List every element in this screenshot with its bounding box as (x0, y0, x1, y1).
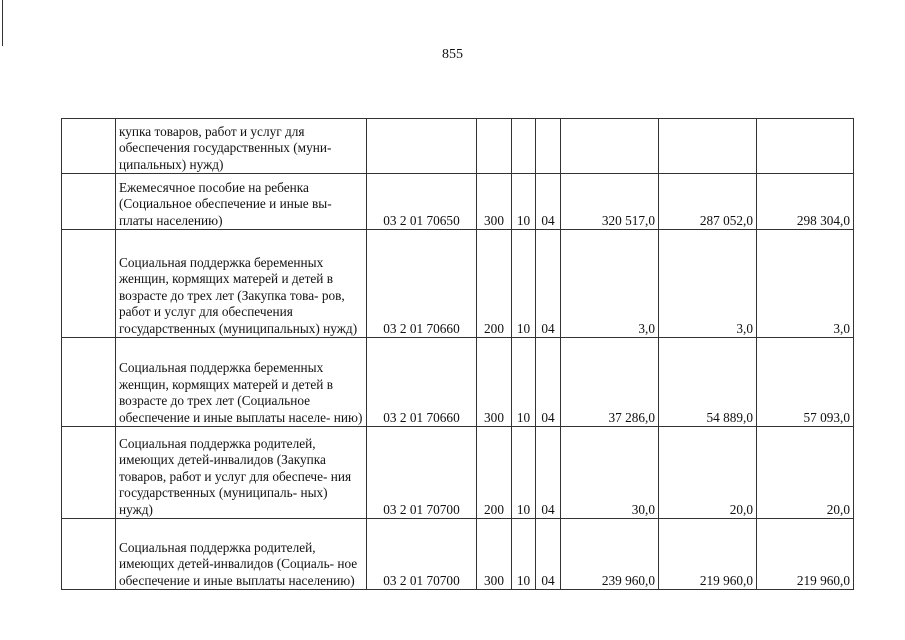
target-code-cell: 03 2 01 70700 (367, 519, 477, 590)
table-row (62, 338, 854, 427)
expense-type-cell: 200 (477, 427, 512, 519)
amount-year3-cell (757, 119, 854, 174)
amount-year2-cell: 3,0 (659, 230, 757, 338)
amount-year3-cell: 219 960,0 (757, 519, 854, 590)
target-code-cell: 03 2 01 70650 (367, 174, 477, 230)
section-cell: 10 (512, 338, 536, 427)
page-number: 855 (442, 47, 463, 62)
amount-year1-cell (561, 119, 659, 174)
description-cell: Социальная поддержка беременных женщин, кормящих матерей и детей в возрасте до трех лет (Закупка това- ров, работ и услуг для обеспечения государственных (муниципальных) нужд) (116, 230, 367, 338)
budget-table (61, 118, 854, 590)
section-cell (512, 119, 536, 174)
target-code-cell: 03 2 01 70660 (367, 230, 477, 338)
section-cell: 10 (512, 174, 536, 230)
description-cell: купка товаров, работ и услуг для обеспечения государственных (муни- ципальных) нужд) (116, 119, 367, 174)
target-code-cell: 03 2 01 70700 (367, 427, 477, 519)
description-cell: Социальная поддержка родителей, имеющих детей-инвалидов (Социаль- ное обеспечение и иные выплаты населению) (116, 519, 367, 590)
section-cell: 10 (512, 230, 536, 338)
amount-year3-cell: 298 304,0 (757, 174, 854, 230)
expense-type-cell: 200 (477, 230, 512, 338)
amount-year1-cell: 239 960,0 (561, 519, 659, 590)
table-row (62, 230, 854, 338)
amount-year1-cell: 37 286,0 (561, 338, 659, 427)
table-row (62, 519, 854, 590)
table-row (62, 119, 854, 174)
amount-year2-cell (659, 119, 757, 174)
row-index-cell (62, 519, 116, 590)
subsection-cell: 04 (536, 174, 561, 230)
description-cell: Социальная поддержка беременных женщин, кормящих матерей и детей в возрасте до трех лет (Социальное обеспечение и иные выплаты населе- нию) (116, 338, 367, 427)
subsection-cell: 04 (536, 338, 561, 427)
amount-year2-cell: 287 052,0 (659, 174, 757, 230)
row-index-cell (62, 119, 116, 174)
amount-year3-cell: 20,0 (757, 427, 854, 519)
row-index-cell (62, 427, 116, 519)
expense-type-cell: 300 (477, 174, 512, 230)
amount-year1-cell: 3,0 (561, 230, 659, 338)
expense-type-cell: 300 (477, 338, 512, 427)
subsection-cell: 04 (536, 427, 561, 519)
expense-type-cell (477, 119, 512, 174)
target-code-cell: 03 2 01 70660 (367, 338, 477, 427)
amount-year1-cell: 320 517,0 (561, 174, 659, 230)
left-margin-rule (2, 0, 3, 46)
table-row (62, 174, 854, 230)
description-cell: Ежемесячное пособие на ребенка (Социальное обеспечение и иные вы- платы населению) (116, 174, 367, 230)
amount-year1-cell: 30,0 (561, 427, 659, 519)
row-index-cell (62, 338, 116, 427)
amount-year3-cell: 3,0 (757, 230, 854, 338)
description-cell: Социальная поддержка родителей, имеющих детей-инвалидов (Закупка товаров, работ и услуг для обеспече- ния государственных (муниципаль- ных) нужд) (116, 427, 367, 519)
subsection-cell: 04 (536, 230, 561, 338)
row-index-cell (62, 174, 116, 230)
expense-type-cell: 300 (477, 519, 512, 590)
amount-year2-cell: 219 960,0 (659, 519, 757, 590)
section-cell: 10 (512, 519, 536, 590)
subsection-cell: 04 (536, 519, 561, 590)
target-code-cell (367, 119, 477, 174)
subsection-cell (536, 119, 561, 174)
amount-year2-cell: 20,0 (659, 427, 757, 519)
row-index-cell (62, 230, 116, 338)
table-row (62, 427, 854, 519)
amount-year2-cell: 54 889,0 (659, 338, 757, 427)
amount-year3-cell: 57 093,0 (757, 338, 854, 427)
section-cell: 10 (512, 427, 536, 519)
